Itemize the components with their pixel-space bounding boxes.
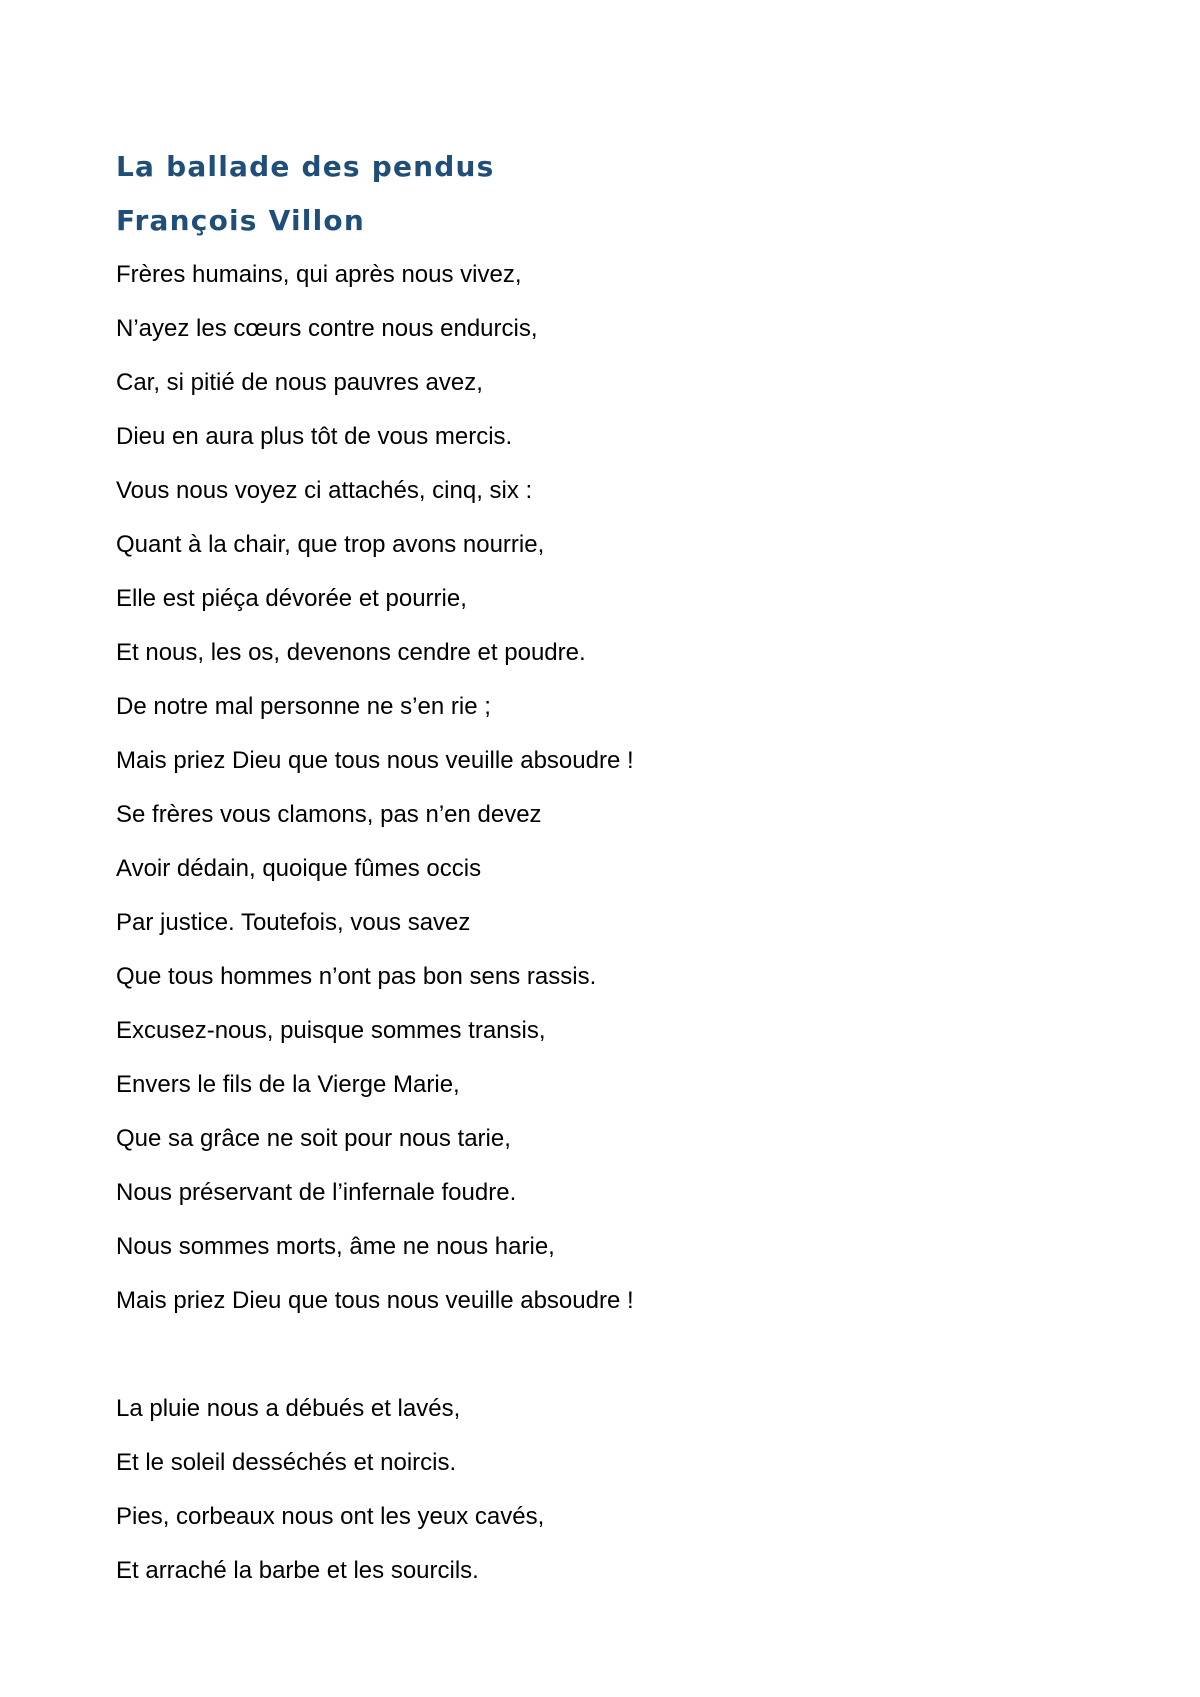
verse-line: N’ayez les cœurs contre nous endurcis, <box>116 315 538 342</box>
stanza-1 <box>116 248 1116 1328</box>
verse-line: Mais priez Dieu que tous nous veuille absoudre ! <box>116 747 634 774</box>
poem-content <box>116 140 1116 1598</box>
stanza-spacer <box>116 1328 1116 1382</box>
verse-line: Se frères vous clamons, pas n’en devez <box>116 801 542 828</box>
verse-line: Pies, corbeaux nous ont les yeux cavés, <box>116 1503 545 1530</box>
verse-line: Mais priez Dieu que tous nous veuille absoudre ! <box>116 1287 634 1314</box>
poem-author: François Villon <box>116 204 365 237</box>
verse-line: Par justice. Toutefois, vous savez <box>116 909 471 936</box>
verse-line: Envers le fils de la Vierge Marie, <box>116 1071 460 1098</box>
verse-line: Quant à la chair, que trop avons nourrie, <box>116 531 545 558</box>
verse-line: Que sa grâce ne soit pour nous tarie, <box>116 1125 511 1152</box>
verse-line: Et arraché la barbe et les sourcils. <box>116 1557 479 1584</box>
verse-line: Vous nous voyez ci attachés, cinq, six : <box>116 477 533 504</box>
verse-line: Nous préservant de l’infernale foudre. <box>116 1179 517 1206</box>
verse-line: Que tous hommes n’ont pas bon sens rassis. <box>116 963 597 990</box>
verse-line: Car, si pitié de nous pauvres avez, <box>116 369 483 396</box>
verse-line: Excusez-nous, puisque sommes transis, <box>116 1017 546 1044</box>
verse-line: Et le soleil desséchés et noircis. <box>116 1449 457 1476</box>
verse-line: Avoir dédain, quoique fûmes occis <box>116 855 482 882</box>
verse-line: De notre mal personne ne s’en rie ; <box>116 693 491 720</box>
verse-line: Et nous, les os, devenons cendre et poudre. <box>116 639 586 666</box>
stanza-2 <box>116 1382 1116 1598</box>
verse-line: Nous sommes morts, âme ne nous harie, <box>116 1233 555 1260</box>
verse-line: Dieu en aura plus tôt de vous mercis. <box>116 423 513 450</box>
verse-line: La pluie nous a débués et lavés, <box>116 1395 461 1422</box>
verse-line: Elle est piéça dévorée et pourrie, <box>116 585 467 612</box>
poem-title: La ballade des pendus <box>116 150 495 183</box>
verse-line: Frères humains, qui après nous vivez, <box>116 261 522 288</box>
